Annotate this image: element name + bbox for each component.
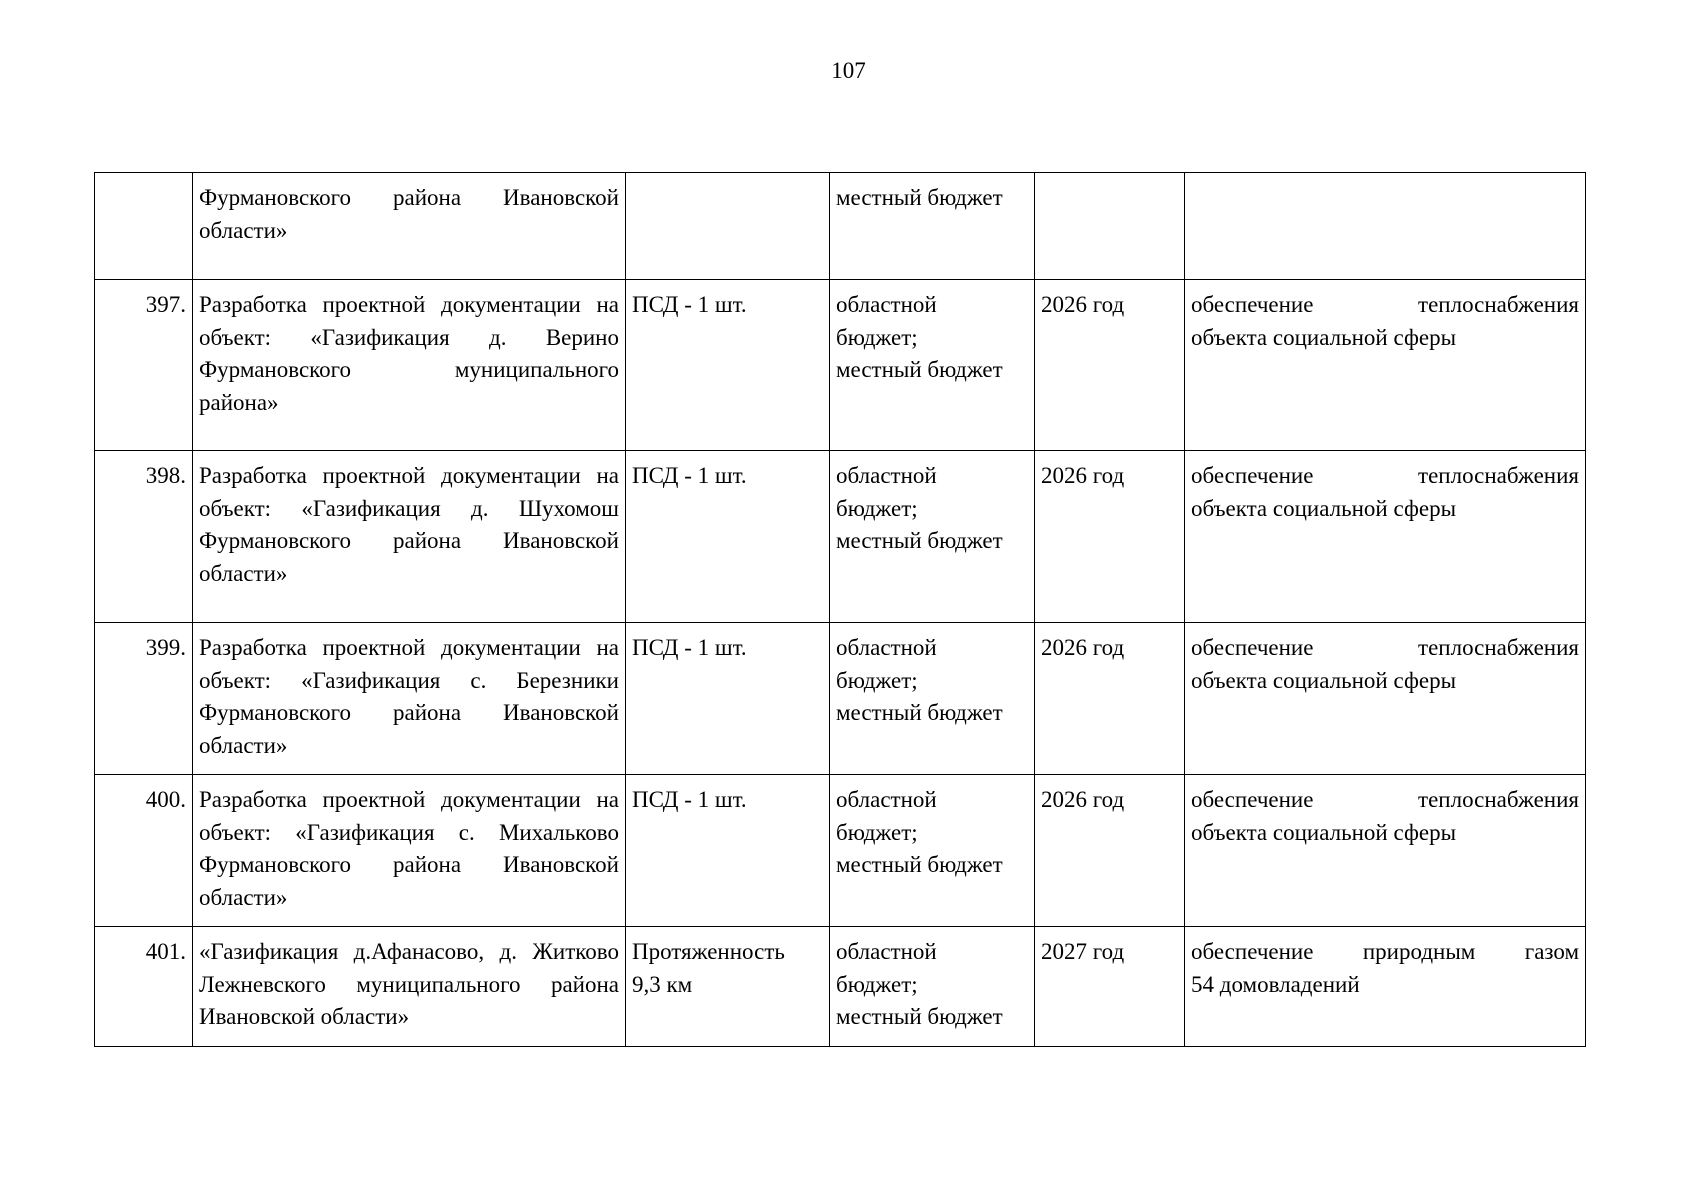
object-name-cell: Разработка проектной документации на объект: «Газификация д. Шухомош Фурмановского района Ивановской области»	[193, 451, 626, 623]
object-name-cell: Разработка проектной документации на объект: «Газификация д. Верино Фурмановского муниципального района»	[193, 280, 626, 451]
year-cell: 2026 год	[1035, 451, 1185, 623]
table-row	[95, 173, 1586, 280]
table-row	[95, 451, 1586, 623]
table-row	[95, 775, 1586, 927]
result-cell: обеспечение природным газом 54 домовладений	[1185, 927, 1586, 1047]
result-cell: обеспечение теплоснабжения объекта социальной сферы	[1185, 451, 1586, 623]
result-cell: обеспечение теплоснабжения объекта социальной сферы	[1185, 775, 1586, 927]
row-number-cell: 400.	[95, 775, 193, 927]
row-number-cell: 399.	[95, 623, 193, 775]
volume-cell: Протяженность 9,3 км	[626, 927, 830, 1047]
object-name-cell: «Газификация д.Афанасово, д. Житково Лежневского муниципального района Ивановской области»	[193, 927, 626, 1047]
table-row	[95, 623, 1586, 775]
result-cell: обеспечение теплоснабжения объекта социальной сферы	[1185, 280, 1586, 451]
volume-cell: ПСД - 1 шт.	[626, 451, 830, 623]
page-number: 107	[831, 58, 866, 83]
table-row	[95, 280, 1586, 451]
funding-source-cell: областной бюджет; местный бюджет	[830, 280, 1035, 451]
row-number-cell: 398.	[95, 451, 193, 623]
object-name-cell: Разработка проектной документации на объект: «Газификация с. Березники Фурмановского района Ивановской области»	[193, 623, 626, 775]
table-body	[95, 173, 1586, 1047]
table-row	[95, 927, 1586, 1047]
funding-source-cell: областной бюджет; местный бюджет	[830, 775, 1035, 927]
year-cell: 2026 год	[1035, 623, 1185, 775]
year-cell: 2026 год	[1035, 775, 1185, 927]
document-table	[94, 172, 1586, 1047]
row-number-cell: 401.	[95, 927, 193, 1047]
volume-cell: ПСД - 1 шт.	[626, 280, 830, 451]
result-cell: обеспечение теплоснабжения объекта социальной сферы	[1185, 623, 1586, 775]
year-cell: 2027 год	[1035, 927, 1185, 1047]
funding-source-cell: областной бюджет; местный бюджет	[830, 927, 1035, 1047]
object-name-cell: Фурмановского района Ивановской области»	[193, 173, 626, 280]
row-number-cell	[95, 173, 193, 280]
volume-cell: ПСД - 1 шт.	[626, 623, 830, 775]
funding-source-cell: областной бюджет; местный бюджет	[830, 623, 1035, 775]
row-number-cell: 397.	[95, 280, 193, 451]
result-cell	[1185, 173, 1586, 280]
funding-source-cell: местный бюджет	[830, 173, 1035, 280]
year-cell: 2026 год	[1035, 280, 1185, 451]
volume-cell: ПСД - 1 шт.	[626, 775, 830, 927]
object-name-cell: Разработка проектной документации на объект: «Газификация с. Михальково Фурмановского района Ивановской области»	[193, 775, 626, 927]
year-cell	[1035, 173, 1185, 280]
funding-source-cell: областной бюджет; местный бюджет	[830, 451, 1035, 623]
volume-cell	[626, 173, 830, 280]
